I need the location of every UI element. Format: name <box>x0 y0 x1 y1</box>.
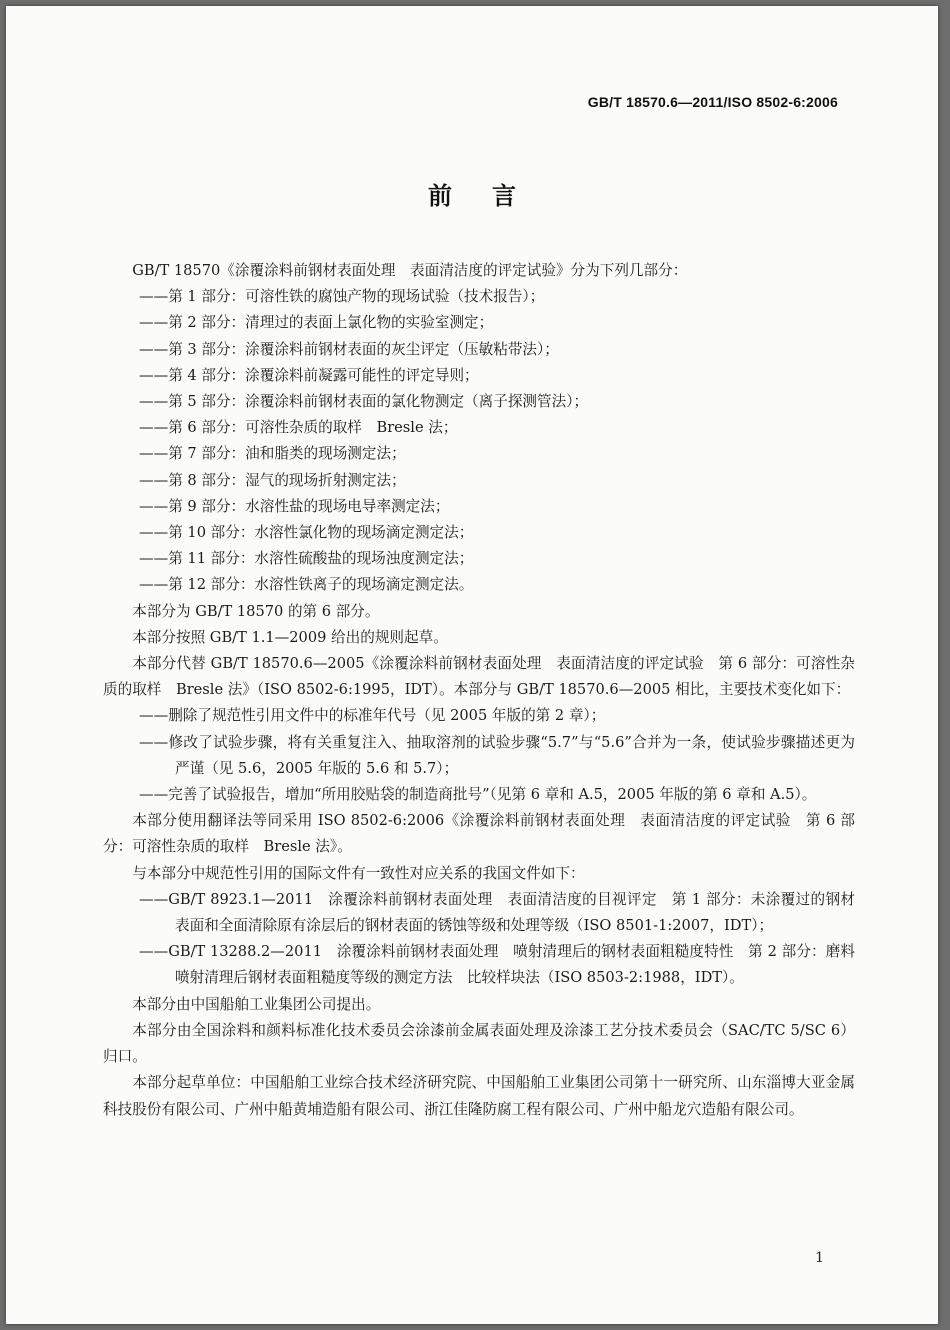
part-list-item: ——第 12 部分：水溶性铁离子的现场滴定测定法。 <box>139 576 474 594</box>
page-number: 1 <box>815 1250 824 1266</box>
body-paragraph: 本部分起草单位：中国船舶工业综合技术经济研究院、中国船舶工业集团公司第十一研究所、山东淄博大亚金属科技股份有限公司、广州中船黄埔造船有限公司、浙江佳隆防腐工程有限公司、广州中船龙穴造船有限公司。 <box>103 1074 855 1118</box>
part-list-item: ——第 3 部分：涂覆涂料前钢材表面的灰尘评定（压敏粘带法）； <box>139 340 559 358</box>
body-paragraph: 本部分由全国涂料和颜料标准化技术委员会涂漆前金属表面处理及涂漆工艺分技术委员会（SAC/TC 5/SC 6）归口。 <box>103 1021 855 1066</box>
part-list-item: ——第 1 部分：可溶性铁的腐蚀产物的现场试验（技术报告）； <box>139 288 545 306</box>
page-title: 前言 <box>428 182 556 210</box>
part-list-item: ——第 11 部分：水溶性硫酸盐的现场浊度测定法； <box>139 550 474 568</box>
part-list-item: ——第 2 部分：清理过的表面上氯化物的实验室测定； <box>139 314 494 332</box>
part-list-item: ——第 10 部分：水溶性氯化物的现场滴定测定法； <box>139 524 474 542</box>
part-list-item: ——第 9 部分：水溶性盐的现场电导率测定法； <box>139 497 450 515</box>
part-list-item: ——第 8 部分：湿气的现场折射测定法； <box>139 471 406 489</box>
body-paragraph: 本部分为 GB/T 18570 的第 6 部分。 <box>132 602 380 620</box>
body-paragraph: 本部分代替 GB/T 18570.6—2005《涂覆涂料前钢材表面处理 表面清洁度的评定试验 第 6 部分：可溶性杂质的取样 Bresle 法》（ISO 8502-6:1995，IDT）。本部分与 GB/T 18570.6—2005 相比，主要技术变化如下： <box>103 655 855 699</box>
part-list-item: ——第 6 部分：可溶性杂质的取样 Bresle 法； <box>139 419 458 437</box>
change-list-item: ——完善了试验报告，增加“所用胶贴袋的制造商批号”（见第 6 章和 A.5，2005 年版的第 6 章和 A.5）。 <box>139 786 817 804</box>
part-list-item: ——第 7 部分：油和脂类的现场测定法； <box>139 445 406 463</box>
body-paragraph: 与本部分中规范性引用的国际文件有一致性对应关系的我国文件如下： <box>132 864 585 882</box>
body-paragraph: 本部分按照 GB/T 1.1—2009 给出的规则起草。 <box>132 628 448 646</box>
intro-paragraph: GB/T 18570《涂覆涂料前钢材表面处理 表面清洁度的评定试验》分为下列几部分： <box>132 262 688 279</box>
reference-list-item: ——GB/T 8923.1—2011 涂覆涂料前钢材表面处理 表面清洁度的目视评定 第 1 部分：未涂覆过的钢材表面和全面清除原有涂层后的钢材表面的锈蚀等级和处理等级（ISO 8501-1:2007，IDT）； <box>139 890 855 935</box>
reference-list-item: ——GB/T 13288.2—2011 涂覆涂料前钢材表面处理 喷射清理后的钢材表面粗糙度特性 第 2 部分：磨料喷射清理后钢材表面粗糙度等级的测定方法 比较样块法（ISO 8503-2:1988，IDT）。 <box>139 943 855 987</box>
part-list-item: ——第 5 部分：涂覆涂料前钢材表面的氯化物测定（离子探测管法）； <box>139 393 589 411</box>
body-paragraph: 本部分使用翻译法等同采用 ISO 8502-6:2006《涂覆涂料前钢材表面处理 表面清洁度的评定试验 第 6 部分：可溶性杂质的取样 Bresle 法》。 <box>103 812 855 856</box>
body-paragraph: 本部分由中国船舶工业集团公司提出。 <box>132 995 381 1013</box>
change-list-item: ——修改了试验步骤，将有关重复注入、抽取溶剂的试验步骤“5.7”与“5.6”合并为一条，使试验步骤描述更为严谨（见 5.6，2005 年版的 5.6 和 5.7）； <box>139 733 855 777</box>
foreword-body <box>103 258 855 1123</box>
part-list-item: ——第 4 部分：涂覆涂料前凝露可能性的评定导则； <box>139 366 479 384</box>
standard-code: GB/T 18570.6—2011/ISO 8502-6:2006 <box>587 94 838 110</box>
change-list-item: ——删除了规范性引用文件中的标准年代号（见 2005 年版的第 2 章）； <box>139 707 606 725</box>
document-page <box>6 6 938 1324</box>
